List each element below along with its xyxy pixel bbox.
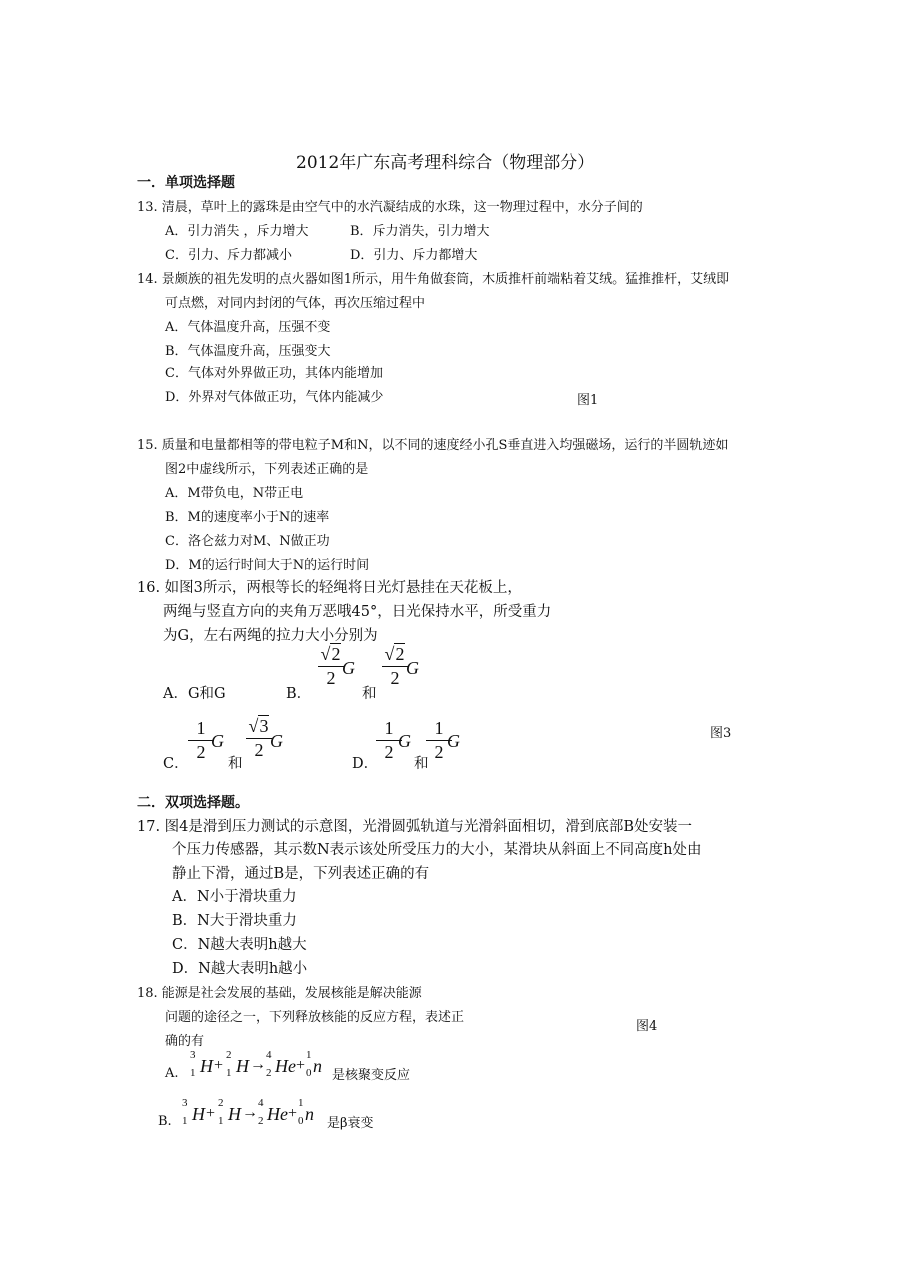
mass-number: 3 xyxy=(190,1049,196,1061)
symbol-hydrogen: H xyxy=(228,1104,241,1124)
q16-d-and: 和 xyxy=(414,756,429,772)
figure-4-caption: 图4 xyxy=(636,1019,658,1034)
q16-option-a: A．G和G xyxy=(163,686,226,702)
numerator: 1 xyxy=(384,718,394,738)
q17-option-d: D．N越大表明h越小 xyxy=(172,961,308,977)
q18-option-a-equation xyxy=(188,1046,328,1086)
plus-sign: + xyxy=(206,1105,216,1122)
atomic-number: 2 xyxy=(258,1115,264,1127)
q16-option-d-label: D． xyxy=(352,756,379,772)
radicand: 3 xyxy=(259,716,269,736)
numerator: 1 xyxy=(434,718,444,738)
q18-option-b-label: B. xyxy=(158,1114,172,1129)
radicand: 2 xyxy=(395,644,405,664)
q15-option-c: C．洛仑兹力对M、N做正功 xyxy=(165,534,330,549)
q13-option-a: A．引力消失 ，斥力增大 xyxy=(165,224,309,239)
q17-stem-line1: 17. 图4是滑到压力测试的示意图，光滑圆弧轨道与光滑斜面相切，滑到底部B处安装一 xyxy=(137,819,693,835)
q17-option-c: C．N越大表明h越大 xyxy=(172,937,307,953)
mass-number: 2 xyxy=(218,1097,224,1109)
q16-option-c-label: C． xyxy=(163,756,189,772)
denominator: 2 xyxy=(196,742,206,762)
q15-option-a: A．M带负电，N带正电 xyxy=(165,486,304,501)
atomic-number: 0 xyxy=(298,1115,304,1127)
reaction-arrow-icon: → xyxy=(242,1104,258,1121)
mass-number: 2 xyxy=(226,1049,232,1061)
mass-number: 4 xyxy=(266,1049,272,1061)
denominator: 2 xyxy=(390,668,400,688)
numerator: 1 xyxy=(196,718,206,738)
figure-3-caption: 图3 xyxy=(710,726,732,741)
section-heading-double-choice: 二．双项选择题。 xyxy=(137,795,249,811)
q16-stem-line3: 为G，左右两绳的拉力大小分别为 xyxy=(163,628,378,644)
q14-option-b: B．气体温度升高，压强变大 xyxy=(165,344,331,359)
q16-b-fraction-1: √2 2 xyxy=(314,644,348,689)
q15-stem-line1: 15. 质量和电量都相等的带电粒子M和N，以不同的速度经小孔S垂直进入均强磁场，运行的半圆轨迹如 xyxy=(137,438,729,453)
mass-number: 3 xyxy=(182,1097,188,1109)
q17-stem-line2: 个压力传感器，其示数N表示该处所受压力的大小，某滑块从斜面上不同高度h处由 xyxy=(172,842,702,858)
atomic-number: 0 xyxy=(306,1067,312,1079)
atomic-number: 1 xyxy=(218,1115,224,1127)
q16-b-g-2: G xyxy=(406,658,419,678)
q16-c-fraction-2: √3 2 xyxy=(242,716,276,761)
denominator: 2 xyxy=(384,742,394,762)
q18-option-a-description: 是核聚变反应 xyxy=(332,1068,411,1083)
atomic-number: 1 xyxy=(190,1067,196,1079)
q14-option-d: D．外界对气体做正功，气体内能减少 xyxy=(165,390,384,405)
q14-option-a: A．气体温度升高，压强不变 xyxy=(165,320,331,335)
q17-stem-line3: 静止下滑，通过B是，下列表述正确的有 xyxy=(172,866,430,882)
denominator: 2 xyxy=(434,742,444,762)
figure-1-caption: 图1 xyxy=(577,393,599,408)
q18-stem-line2: 问题的途径之一，下列释放核能的反应方程，表述正 xyxy=(165,1010,465,1025)
plus-sign: + xyxy=(214,1057,224,1074)
q16-d-g-1: G xyxy=(398,731,411,751)
q13-option-d: D．引力、斥力都增大 xyxy=(350,248,478,263)
mass-number: 4 xyxy=(258,1097,264,1109)
q15-stem-line2: 图2中虚线所示，下列表述正确的是 xyxy=(165,462,369,477)
q18-stem-line3: 确的有 xyxy=(165,1034,205,1049)
q16-d-g-2: G xyxy=(447,731,460,751)
q16-stem-line2: 两绳与竖直方向的夹角万恶哦45°，日光保持水平，所受重力 xyxy=(163,604,552,620)
denominator: 2 xyxy=(326,668,336,688)
q13-stem: 13. 清晨，草叶上的露珠是由空气中的水汽凝结成的水珠，这一物理过程中，水分子间的 xyxy=(137,200,643,215)
q14-stem-line1: 14. 景颇族的祖先发明的点火器如图1所示，用牛角做套筒，木质推杆前端粘着艾绒。猛推推杆，艾绒即 xyxy=(137,272,730,287)
q16-b-fraction-2: √2 2 xyxy=(378,644,412,689)
q16-b-and: 和 xyxy=(362,686,377,702)
atomic-number: 1 xyxy=(182,1115,188,1127)
symbol-neutron: n xyxy=(313,1056,322,1076)
q14-stem-line2: 可点燃，对同内封闭的气体，再次压缩过程中 xyxy=(165,296,426,311)
q18-stem-line1: 18. 能源是社会发展的基础，发展核能是解决能源 xyxy=(137,986,422,1001)
symbol-helium: He xyxy=(275,1056,296,1076)
q17-option-a: A．N小于滑块重力 xyxy=(172,889,297,905)
plus-sign: + xyxy=(288,1105,298,1122)
atomic-number: 2 xyxy=(266,1067,272,1079)
plus-sign: + xyxy=(296,1057,306,1074)
q16-option-b-label: B． xyxy=(286,686,312,702)
section-heading-single-choice: 一．单项选择题 xyxy=(137,175,235,191)
symbol-hydrogen: H xyxy=(200,1056,213,1076)
q14-option-c: C．气体对外界做正功，其体内能增加 xyxy=(165,366,383,381)
q15-option-b: B．M的速度率小于N的速率 xyxy=(165,510,330,525)
page-title: 2012年广东高考理科综合（物理部分） xyxy=(296,153,595,173)
q13-option-c: C．引力、斥力都减小 xyxy=(165,248,292,263)
mass-number: 1 xyxy=(298,1097,304,1109)
q13-option-b: B．斥力消失，引力增大 xyxy=(350,224,490,239)
symbol-hydrogen: H xyxy=(192,1104,205,1124)
q16-stem-line1: 16. 如图3所示，两根等长的轻绳将日光灯悬挂在天花板上， xyxy=(137,580,522,596)
q16-b-g-1: G xyxy=(342,658,355,678)
symbol-hydrogen: H xyxy=(236,1056,249,1076)
q15-option-d: D．M的运行时间大于N的运行时间 xyxy=(165,558,370,573)
q16-c-and: 和 xyxy=(228,756,243,772)
symbol-helium: He xyxy=(267,1104,288,1124)
denominator: 2 xyxy=(254,740,264,760)
q16-c-g-1: G xyxy=(211,731,224,751)
q17-option-b: B．N大于滑块重力 xyxy=(172,913,297,929)
radicand: 2 xyxy=(331,644,341,664)
atomic-number: 1 xyxy=(226,1067,232,1079)
q16-c-g-2: G xyxy=(270,731,283,751)
reaction-arrow-icon: → xyxy=(250,1056,266,1073)
q18-option-b-description: 是β衰变 xyxy=(327,1116,374,1131)
mass-number: 1 xyxy=(306,1049,312,1061)
q18-option-b-equation xyxy=(180,1094,320,1134)
symbol-neutron: n xyxy=(305,1104,314,1124)
q18-option-a-label: A. xyxy=(165,1066,179,1081)
